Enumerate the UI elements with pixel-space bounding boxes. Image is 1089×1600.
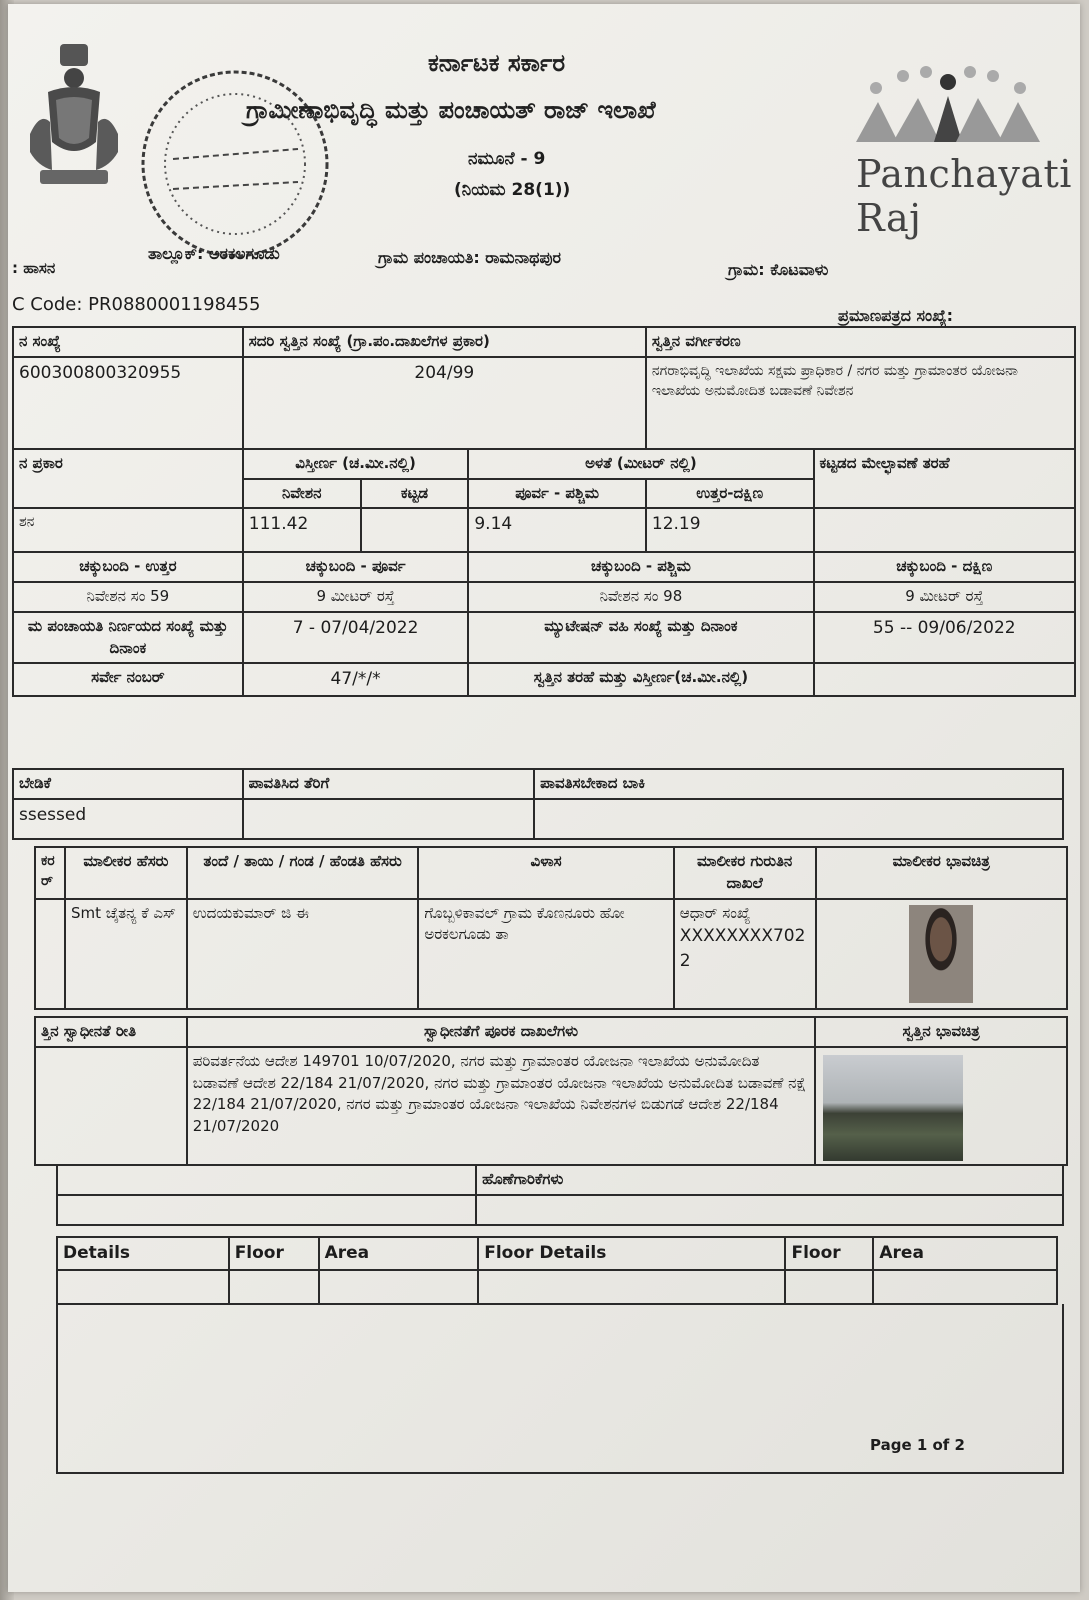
- balance: [534, 799, 1063, 839]
- mutation-label: ಮ್ಯುಟೇಷನ್ ವಹಿ ಸಂಖ್ಯೆ ಮತ್ತು ದಿನಾಂಕ: [468, 612, 813, 664]
- type-area-value: [814, 663, 1075, 696]
- floor-details-table: [56, 1236, 1058, 1305]
- paid-tax-label: ಪಾವತಿಸಿದ ತೆರಿಗೆ: [243, 769, 534, 799]
- owner-address: ಗೊಬ್ಬಳಿಕಾವಲ್ ಗ್ರಾಮ ಕೊಣನೂರು ಹೋ ಅರಕಲಗೂಡು ತಾ: [418, 899, 673, 1009]
- owner-no-label: ಕರ ರ್: [35, 847, 65, 899]
- east-west-value: 9.14: [468, 508, 646, 552]
- classification: ನಗರಾಭಿವೃದ್ಧಿ ಇಲಾಖೆಯ ಸಕ್ಷಮ ಪ್ರಾಧಿಕಾರ / ನಗರ ಮತ್ತು ಗ್ರಾಮಾಂತರ ಯೋಜನಾ ಇಲಾಖೆಯ ಅನುಮೋದಿತ ಬಡಾವಣೆ ನಿವೇಶನ: [646, 357, 1075, 449]
- boundary-south: 9 ಮೀಟರ್ ರಸ್ತೆ: [814, 582, 1075, 612]
- owner-table: [34, 846, 1068, 1010]
- east-west-label: ಪೂರ್ವ - ಪಶ್ಚಿಮ: [468, 479, 646, 509]
- boundary-north: ನಿವೇಶನ ಸಂ 59: [13, 582, 243, 612]
- mutation-value: 55 -- 09/06/2022: [814, 612, 1075, 664]
- paid-tax: [243, 799, 534, 839]
- property-number-label: ನ ಸಂಖ್ಯೆ: [13, 327, 243, 357]
- owner-id: [674, 899, 816, 1009]
- page-number: Page 1 of 2: [870, 1436, 965, 1454]
- government-title: ಕರ್ನಾಟಕ ಸರ್ಕಾರ: [428, 49, 566, 77]
- form-number: ನಮೂನೆ - 9: [468, 149, 546, 169]
- owner-name-label: ಮಾಲೀಕರ ಹೆಸರು: [65, 847, 187, 899]
- liabilities-left-value: [57, 1195, 476, 1225]
- official-stamp-icon: [133, 54, 338, 274]
- boundary-east-label: ಚಕ್ಕುಬಂದಿ - ಪೂರ್ವ: [243, 552, 469, 582]
- property-type: ಶನ: [13, 508, 243, 552]
- boundary-north-label: ಚಕ್ಕುಬಂದಿ - ಉತ್ತರ: [13, 552, 243, 582]
- owner-no: [35, 899, 65, 1009]
- taluk: ತಾಲ್ಲೂಕ್: ಅರಕಲಗೂಡು: [148, 244, 280, 263]
- survey-number-label: ಸರ್ವೇ ನಂಬರ್: [13, 663, 243, 696]
- ownership-mode: [35, 1047, 187, 1165]
- district: : ಹಾಸನ: [12, 259, 56, 277]
- record-number: 204/99: [243, 357, 646, 449]
- north-south-value: 12.19: [646, 508, 814, 552]
- demand-label: ಬೇಡಿಕೆ: [13, 769, 243, 799]
- area-label-right: Area: [873, 1237, 1057, 1270]
- gram-panchayat: ಗ್ರಾಮ ಪಂಚಾಯತಿ: ರಾಮನಾಥಪುರ: [378, 248, 561, 267]
- classification-label: ಸ್ವತ್ತಿನ ವರ್ಗೀಕರಣ: [646, 327, 1075, 357]
- relation-name: ಉದಯಕುಮಾರ್ ಜಿ ಈ: [187, 899, 419, 1009]
- relation-name-label: ತಂದೆ / ತಾಯಿ / ಗಂಡ / ಹೆಂಡತಿ ಹೆಸರು: [187, 847, 419, 899]
- owner-id-type: ಆಧಾರ್ ಸಂಖ್ಯೆ: [679, 903, 751, 922]
- north-south-label: ಉತ್ತರ-ದಕ್ಷಿಣ: [646, 479, 814, 509]
- site-label: ನಿವೇಶನ: [243, 479, 361, 509]
- record-number-label: ಸದರಿ ಸ್ವತ್ತಿನ ಸಂಖ್ಯೆ (ಗ್ರಾ.ಪಂ.ದಾಖಲೆಗಳ ಪ್ರಕಾರ): [243, 327, 646, 357]
- certificate-number-label: ಪ್ರಮಾಣಪತ್ರದ ಸಂಖ್ಯೆ:: [838, 306, 953, 325]
- address-label: ವಿಳಾಸ: [418, 847, 673, 899]
- owner-name: Smt ಚೈತನ್ಯ ಕೆ ಎಸ್: [65, 899, 187, 1009]
- logo-text: Panchayati Raj: [856, 152, 1072, 240]
- area-label-left: Area: [319, 1237, 479, 1270]
- roof-type-label: ಕಟ್ಟಡದ ಮೇಲ್ಛಾವಣೆ ತರಹೆ: [814, 449, 1075, 509]
- liabilities-value: [476, 1195, 1063, 1225]
- property-photo: [823, 1055, 963, 1161]
- owner-photo: [909, 905, 973, 1003]
- ownership-mode-label: ತ್ತಿನ ಸ್ವಾಧೀನತೆ ರೀತಿ: [35, 1017, 187, 1047]
- boundary-east: 9 ಮೀಟರ್ ರಸ್ತೆ: [243, 582, 469, 612]
- survey-number: 47/*/*: [243, 663, 469, 696]
- village: ಗ್ರಾಮ: ಕೊಟವಾಳು: [728, 260, 829, 279]
- owner-photo-label: ಮಾಲೀಕರ ಭಾವಚಿತ್ರ: [816, 847, 1067, 899]
- floor-label-left: Floor: [229, 1237, 319, 1270]
- roof-type: [814, 508, 1075, 552]
- document-page: [8, 4, 1080, 1592]
- building-area: [361, 508, 469, 552]
- tax-table: [12, 768, 1064, 840]
- balance-label: ಪಾವತಿಸಬೇಕಾದ ಬಾಕಿ: [534, 769, 1063, 799]
- ownership-table: [34, 1016, 1068, 1166]
- property-details-table: [12, 326, 1076, 697]
- resolution-value: 7 - 07/04/2022: [243, 612, 469, 664]
- rule-reference: (ನಿಯಮ 28(1)): [454, 180, 571, 200]
- floor-row-cell: [873, 1270, 1057, 1304]
- liabilities-table: [56, 1164, 1064, 1226]
- area-label: ವಿಸ್ತೀರ್ಣ (ಚ.ಮೀ.ನಲ್ಲಿ): [243, 449, 469, 479]
- liabilities-left: [57, 1165, 476, 1195]
- measurement-label: ಅಳತೆ (ಮೀಟರ್ ನಲ್ಲಿ): [468, 449, 813, 479]
- floor-row-cell: [57, 1270, 229, 1304]
- property-number: 600300800320955: [13, 357, 243, 449]
- assessment-status: ssessed: [13, 799, 243, 839]
- details-label: Details: [57, 1237, 229, 1270]
- owner-id-label: ಮಾಲೀಕರ ಗುರುತಿನ ದಾಖಲೆ: [674, 847, 816, 899]
- floor-label-right: Floor: [785, 1237, 873, 1270]
- floor-row-cell: [785, 1270, 873, 1304]
- owner-photo-cell: [816, 899, 1067, 1009]
- boundary-west: ನಿವೇಶನ ಸಂ 98: [468, 582, 813, 612]
- resolution-label: ಮ ಪಂಚಾಯತಿ ನಿರ್ಣಯದ ಸಂಖ್ಯೆ ಮತ್ತು ದಿನಾಂಕ: [13, 612, 243, 664]
- department-title: ಗ್ರಾಮೀಣಾಭಿವೃದ್ಧಿ ಮತ್ತು ಪಂಚಾಯತ್ ರಾಜ್ ಇಲಾಖೆ: [246, 96, 656, 124]
- boundary-south-label: ಚಕ್ಕುಬಂದಿ - ದಕ್ಷಿಣ: [814, 552, 1075, 582]
- lgd-code: C Code: PR0880001198455: [12, 294, 261, 315]
- floor-row-cell: [319, 1270, 479, 1304]
- site-area: 111.42: [243, 508, 361, 552]
- supporting-docs: ಪರಿವರ್ತನೆಯ ಆದೇಶ 149701 10/07/2020, ನಗರ ಮತ್ತು ಗ್ರಾಮಾಂತರ ಯೋಜನಾ ಇಲಾಖೆಯ ಅನುಮೋದಿತ ಬಡಾವಣೆ ಆದೇಶ 22/184 21/07/2020, ನಗರ ಮತ್ತು ಗ್ರಾಮಾಂತರ ಯೋಜನಾ ಇಲಾಖೆಯ ಅನುಮೋದಿತ ಬಡಾವಣೆ ನಕ್ಷೆ 22/184 21/07/2020, ನಗರ ಮತ್ತು ಗ್ರಾಮಾಂತರ ಯೋಜನಾ ಇಲಾಖೆಯ ನಿವೇಶನಗಳ ಬಿಡುಗಡೆ ಆದೇಶ 22/184 21/07/2020: [187, 1047, 816, 1165]
- panchayati-raj-logo-icon: [848, 62, 1048, 152]
- type-area-label: ಸ್ವತ್ತಿನ ತರಹೆ ಮತ್ತು ವಿಸ್ತೀರ್ಣ(ಚ.ಮೀ.ನಲ್ಲಿ): [468, 663, 813, 696]
- state-emblem-icon: [26, 42, 122, 192]
- property-photo-label: ಸ್ವತ್ತಿನ ಭಾವಚಿತ್ರ: [815, 1017, 1067, 1047]
- property-type-label: ನ ಪ್ರಕಾರ: [13, 449, 243, 509]
- floor-row-cell: [478, 1270, 785, 1304]
- floor-row-cell: [229, 1270, 319, 1304]
- supporting-docs-label: ಸ್ವಾಧೀನತೆಗೆ ಪೂರಕ ದಾಖಲೆಗಳು: [187, 1017, 816, 1047]
- boundary-west-label: ಚಕ್ಕುಬಂದಿ - ಪಶ್ಚಿಮ: [468, 552, 813, 582]
- floor-details-label: Floor Details: [478, 1237, 785, 1270]
- liabilities-label: ಹೊಣೆಗಾರಿಕೆಗಳು: [476, 1165, 1063, 1195]
- building-label: ಕಟ್ಟಡ: [361, 479, 469, 509]
- owner-id-number: XXXXXXXX7022: [679, 926, 806, 971]
- property-photo-cell: [815, 1047, 1067, 1165]
